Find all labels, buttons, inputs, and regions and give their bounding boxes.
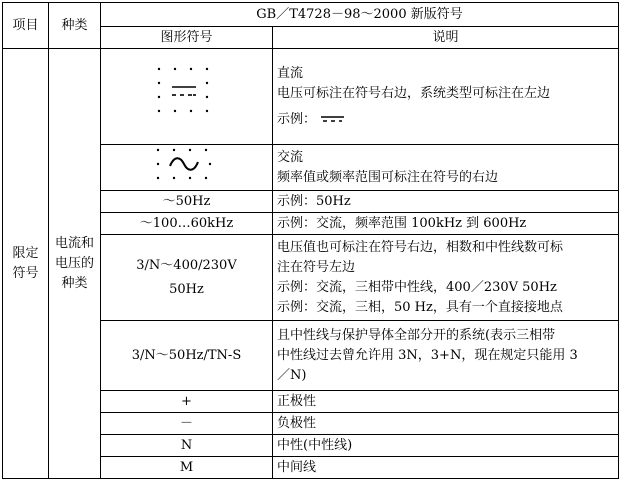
header-item: 项目 xyxy=(3,3,49,49)
dc-example-icon xyxy=(320,114,346,124)
desc-cell: 且中性线与保护导体全部分开的系统(表示三相带 中性线过去曾允许用 3N，3+N，现在规定只能用 3 ／N) xyxy=(273,321,619,391)
symbol-cell: ～50Hz xyxy=(101,191,273,213)
desc-cell: 中性(中性线) xyxy=(273,435,619,457)
header-kind: 种类 xyxy=(49,3,101,49)
symbol-cell: 3/N～50Hz/TN-S xyxy=(101,321,273,391)
desc-cell: 负极性 xyxy=(273,413,619,435)
ac-symbol-icon xyxy=(154,145,220,183)
symbol-cell: － xyxy=(101,413,273,435)
header-desc: 说明 xyxy=(273,27,619,49)
desc-cell: 正极性 xyxy=(273,391,619,413)
symbol-cell: M xyxy=(101,457,273,479)
header-symbol: 图形符号 xyxy=(101,27,273,49)
dc-symbol-cell xyxy=(101,49,273,145)
desc-cell: 交流 频率值或频率范围可标注在符号的右边 xyxy=(273,145,619,191)
desc-cell: 示例：交流，频率范围 100kHz 到 600Hz xyxy=(273,213,619,235)
item-label: 限定符号 xyxy=(3,49,49,479)
desc-cell: 中间线 xyxy=(273,457,619,479)
desc-cell: 直流 电压可标注在符号右边，系统类型可标注在左边 示例： xyxy=(273,49,619,145)
symbol-cell: + xyxy=(101,391,273,413)
ac-symbol-cell xyxy=(101,145,273,191)
symbol-cell: 3/N～400/230V 50Hz xyxy=(101,235,273,321)
header-standard-title: GB／T4728－98～2000 新版符号 xyxy=(101,3,619,27)
desc-cell: 示例：50Hz xyxy=(273,191,619,213)
desc-cell: 电压值也可标注在符号右边，相数和中性线数可标 注在符号左边 示例：交流，三相带中性线，400／230V 50Hz 示例：交流，三相，50 Hz，具有一个直接接地点 xyxy=(273,235,619,321)
kind-label: 电流和电压的种类 xyxy=(49,49,101,479)
symbol-cell: N xyxy=(101,435,273,457)
dc-symbol-icon xyxy=(155,63,219,123)
symbol-table xyxy=(2,2,619,479)
symbol-cell: ～100…60kHz xyxy=(101,213,273,235)
